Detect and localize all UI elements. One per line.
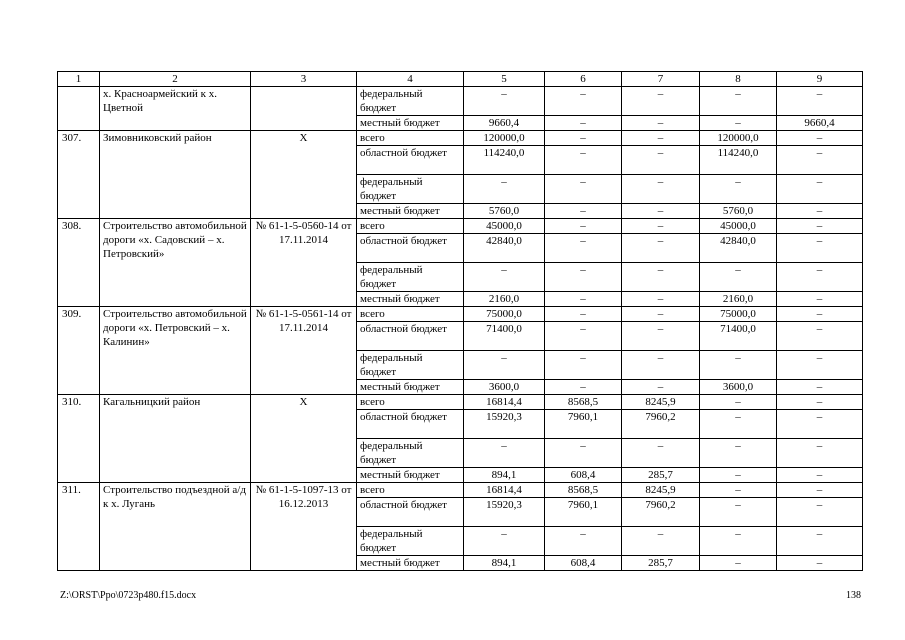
column-number: 6: [545, 72, 622, 87]
amount-cell: –: [464, 263, 545, 292]
amount-cell: –: [545, 175, 622, 204]
amount-cell: –: [545, 87, 622, 116]
funding-source-cell: всего: [357, 395, 464, 410]
amount-cell: –: [545, 146, 622, 175]
amount-cell: 120000,0: [700, 131, 777, 146]
funding-source-cell: федеральный бюджет: [357, 263, 464, 292]
amount-cell: –: [622, 204, 700, 219]
funding-source-cell: федеральный бюджет: [357, 175, 464, 204]
object-name-cell: Строительство автомобильной дороги «х. Садовский – х. Петровский»: [100, 219, 251, 307]
funding-source-cell: федеральный бюджет: [357, 351, 464, 380]
object-name-cell: х. Красноармейский к х. Цветной: [100, 87, 251, 131]
column-number-row: [58, 72, 863, 87]
amount-cell: –: [777, 175, 863, 204]
amount-cell: –: [700, 498, 777, 527]
amount-cell: –: [700, 175, 777, 204]
budget-table: [57, 71, 863, 571]
table-row: [58, 307, 863, 322]
column-number: 1: [58, 72, 100, 87]
amount-cell: –: [700, 468, 777, 483]
amount-cell: 894,1: [464, 468, 545, 483]
amount-cell: –: [545, 234, 622, 263]
amount-cell: 608,4: [545, 556, 622, 571]
funding-source-cell: областной бюджет: [357, 146, 464, 175]
amount-cell: –: [464, 439, 545, 468]
funding-source-cell: местный бюджет: [357, 468, 464, 483]
column-number: 3: [251, 72, 357, 87]
amount-cell: –: [545, 527, 622, 556]
amount-cell: 7960,1: [545, 410, 622, 439]
item-number-cell: 308.: [58, 219, 100, 307]
item-number-cell: 310.: [58, 395, 100, 483]
amount-cell: 3600,0: [464, 380, 545, 395]
amount-cell: –: [622, 263, 700, 292]
amount-cell: 3600,0: [700, 380, 777, 395]
object-name-cell: Зимовниковский район: [100, 131, 251, 219]
amount-cell: –: [777, 439, 863, 468]
funding-source-cell: местный бюджет: [357, 292, 464, 307]
amount-cell: 9660,4: [777, 116, 863, 131]
funding-source-cell: всего: [357, 131, 464, 146]
amount-cell: 75000,0: [464, 307, 545, 322]
amount-cell: 8568,5: [545, 395, 622, 410]
amount-cell: –: [545, 439, 622, 468]
amount-cell: –: [777, 204, 863, 219]
amount-cell: –: [622, 219, 700, 234]
amount-cell: –: [777, 395, 863, 410]
table-row: [58, 395, 863, 410]
amount-cell: –: [545, 263, 622, 292]
funding-source-cell: федеральный бюджет: [357, 527, 464, 556]
amount-cell: –: [700, 556, 777, 571]
funding-source-cell: всего: [357, 219, 464, 234]
amount-cell: –: [777, 498, 863, 527]
page-number: 138: [846, 590, 861, 601]
amount-cell: 45000,0: [700, 219, 777, 234]
amount-cell: –: [622, 292, 700, 307]
amount-cell: 285,7: [622, 556, 700, 571]
amount-cell: 2160,0: [700, 292, 777, 307]
amount-cell: –: [700, 351, 777, 380]
amount-cell: –: [700, 439, 777, 468]
amount-cell: –: [464, 527, 545, 556]
table-body: [58, 87, 863, 571]
expertise-doc-cell: [251, 87, 357, 131]
funding-source-cell: федеральный бюджет: [357, 87, 464, 116]
expertise-doc-cell: № 61-1-5-1097-13 от 16.12.2013: [251, 483, 357, 571]
amount-cell: 42840,0: [464, 234, 545, 263]
document-path: Z:\ORST\Ppo\0723p480.f15.docx: [60, 590, 197, 601]
column-number: 4: [357, 72, 464, 87]
amount-cell: 114240,0: [700, 146, 777, 175]
amount-cell: 42840,0: [700, 234, 777, 263]
column-number: 9: [777, 72, 863, 87]
item-number-cell: 311.: [58, 483, 100, 571]
expertise-doc-cell: № 61-1-5-0560-14 от 17.11.2014: [251, 219, 357, 307]
amount-cell: –: [545, 307, 622, 322]
table-row: [58, 483, 863, 498]
funding-source-cell: местный бюджет: [357, 204, 464, 219]
object-name-cell: Строительство автомобильной дороги «х. Петровский – х. Калинин»: [100, 307, 251, 395]
amount-cell: 114240,0: [464, 146, 545, 175]
amount-cell: 7960,1: [545, 498, 622, 527]
amount-cell: –: [622, 234, 700, 263]
amount-cell: 285,7: [622, 468, 700, 483]
item-number-cell: [58, 87, 100, 131]
table-row: [58, 219, 863, 234]
amount-cell: –: [622, 131, 700, 146]
amount-cell: –: [700, 395, 777, 410]
amount-cell: 120000,0: [464, 131, 545, 146]
amount-cell: 15920,3: [464, 498, 545, 527]
amount-cell: –: [545, 322, 622, 351]
amount-cell: –: [777, 556, 863, 571]
amount-cell: –: [777, 292, 863, 307]
amount-cell: –: [700, 410, 777, 439]
funding-source-cell: всего: [357, 307, 464, 322]
amount-cell: 16814,4: [464, 483, 545, 498]
amount-cell: 8245,9: [622, 483, 700, 498]
amount-cell: –: [777, 410, 863, 439]
amount-cell: –: [777, 322, 863, 351]
amount-cell: 894,1: [464, 556, 545, 571]
expertise-doc-cell: Х: [251, 395, 357, 483]
amount-cell: –: [545, 292, 622, 307]
amount-cell: –: [545, 204, 622, 219]
amount-cell: –: [545, 351, 622, 380]
amount-cell: –: [777, 380, 863, 395]
amount-cell: 71400,0: [464, 322, 545, 351]
object-name-cell: Строительство подъездной а/д к х. Лугань: [100, 483, 251, 571]
column-number: 2: [100, 72, 251, 87]
amount-cell: –: [622, 322, 700, 351]
amount-cell: –: [777, 234, 863, 263]
amount-cell: –: [622, 87, 700, 116]
amount-cell: 75000,0: [700, 307, 777, 322]
amount-cell: –: [622, 380, 700, 395]
funding-source-cell: местный бюджет: [357, 116, 464, 131]
amount-cell: –: [777, 307, 863, 322]
column-number: 7: [622, 72, 700, 87]
amount-cell: –: [622, 175, 700, 204]
amount-cell: –: [622, 351, 700, 380]
table-row: [58, 87, 863, 116]
amount-cell: –: [622, 527, 700, 556]
amount-cell: –: [777, 87, 863, 116]
item-number-cell: 309.: [58, 307, 100, 395]
funding-source-cell: федеральный бюджет: [357, 439, 464, 468]
amount-cell: –: [545, 380, 622, 395]
amount-cell: 8568,5: [545, 483, 622, 498]
table-row: [58, 131, 863, 146]
amount-cell: –: [464, 87, 545, 116]
amount-cell: 608,4: [545, 468, 622, 483]
funding-source-cell: областной бюджет: [357, 234, 464, 263]
amount-cell: –: [700, 527, 777, 556]
amount-cell: –: [777, 483, 863, 498]
expertise-doc-cell: Х: [251, 131, 357, 219]
amount-cell: –: [777, 351, 863, 380]
amount-cell: –: [622, 146, 700, 175]
amount-cell: –: [622, 439, 700, 468]
expertise-doc-cell: № 61-1-5-0561-14 от 17.11.2014: [251, 307, 357, 395]
amount-cell: 9660,4: [464, 116, 545, 131]
amount-cell: –: [777, 263, 863, 292]
funding-source-cell: местный бюджет: [357, 556, 464, 571]
amount-cell: 5760,0: [464, 204, 545, 219]
amount-cell: 16814,4: [464, 395, 545, 410]
amount-cell: –: [700, 483, 777, 498]
funding-source-cell: областной бюджет: [357, 410, 464, 439]
amount-cell: 7960,2: [622, 498, 700, 527]
amount-cell: –: [700, 263, 777, 292]
amount-cell: 7960,2: [622, 410, 700, 439]
amount-cell: –: [464, 175, 545, 204]
amount-cell: 5760,0: [700, 204, 777, 219]
amount-cell: –: [545, 219, 622, 234]
amount-cell: –: [777, 527, 863, 556]
item-number-cell: 307.: [58, 131, 100, 219]
amount-cell: –: [464, 351, 545, 380]
amount-cell: –: [622, 307, 700, 322]
amount-cell: –: [777, 131, 863, 146]
column-number: 8: [700, 72, 777, 87]
amount-cell: –: [700, 87, 777, 116]
amount-cell: –: [545, 131, 622, 146]
amount-cell: 2160,0: [464, 292, 545, 307]
amount-cell: –: [700, 116, 777, 131]
funding-source-cell: местный бюджет: [357, 380, 464, 395]
funding-source-cell: всего: [357, 483, 464, 498]
funding-source-cell: областной бюджет: [357, 322, 464, 351]
funding-source-cell: областной бюджет: [357, 498, 464, 527]
object-name-cell: Кагальницкий район: [100, 395, 251, 483]
column-number: 5: [464, 72, 545, 87]
amount-cell: –: [622, 116, 700, 131]
amount-cell: 8245,9: [622, 395, 700, 410]
amount-cell: 15920,3: [464, 410, 545, 439]
amount-cell: 45000,0: [464, 219, 545, 234]
amount-cell: –: [777, 468, 863, 483]
amount-cell: –: [777, 146, 863, 175]
amount-cell: 71400,0: [700, 322, 777, 351]
amount-cell: –: [545, 116, 622, 131]
amount-cell: –: [777, 219, 863, 234]
